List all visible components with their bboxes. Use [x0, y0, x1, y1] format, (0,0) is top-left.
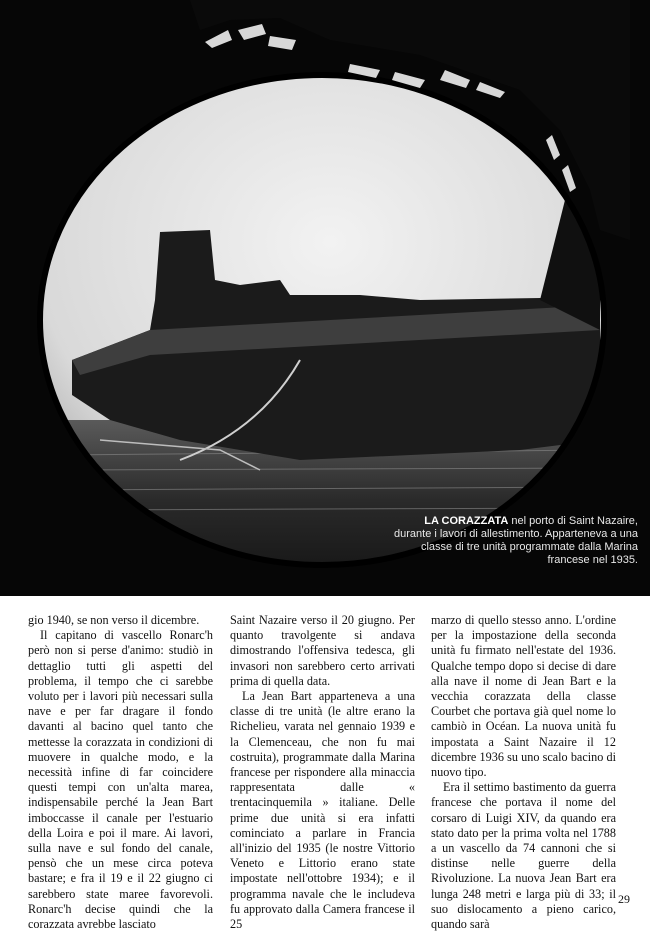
text-column-3: [431, 613, 616, 932]
paragraph: La Jean Bart apparteneva a una classe di tre unità (le altre erano la Richelieu, varata nel gennaio 1939 e la Clemenceau, che non fu mai costruita), programmate dalla Marina francese per rispondere alla minaccia rappresentata dalle « trentacinquemila » italiane. Delle prime due unità si era infatti cominciato a parlare in Francia all'inizio del 1935 (le nostre Vittorio Veneto e Littorio erano state impostate nell'ottobre 1934); e il programma navale che le includeva fu approvato dalla Camera francese il 25: [230, 689, 415, 932]
photo-caption: [388, 515, 638, 567]
paragraph: Saint Nazaire verso il 20 giugno. Per quanto travolgente si andava dimostrando l'offensiva tedesca, gli invasori non sarebbero certo arrivati prima di quella data.: [230, 613, 415, 688]
caption-text: nel porto di Saint Nazaire, durante i lavori di allestimento. Apparteneva a una classe di tre unità programmate dalla Marina francese nel 1935.: [394, 515, 638, 566]
paragraph: Il capitano di vascello Ronarc'h però non si perse d'animo: studiò in dettaglio tutti gli aspetti del problema, il tempo che ci sarebbe voluto per i lavori più necessari sulla nave e per far dragare il fondo davanti al bacino quel tanto che mettesse la corazzata in condizioni di muovere in qualche modo, e la necessità infine di far coincidere questi tempi con un'alta marea, indispensabile perché la Jean Bart imboccasse il canale per l'estuario della Loira e poi il mare. Ai lavori, sulla nave e sul fondo del canale, pensò che un mese circa poteva bastare; e fra il 19 e il 22 giugno ci sarebbero state maree favorevoli. Ronarc'h decise quindi che la corazzata avrebbe lasciato: [28, 628, 213, 932]
paragraph: Era il settimo bastimento da guerra francese che portava il nome del corsaro di Luigi XIV, da quando era stato dato per la prima volta nel 1788 a un vascello da 74 cannoni che si distinse nelle guerre della Rivoluzione. La nuova Jean Bart era lunga 248 metri e larga più di 33; il suo dislocamento a pieno carico, quando sarà: [431, 780, 616, 932]
paragraph: gio 1940, se non verso il dicembre.: [28, 613, 200, 627]
text-column-1: [28, 613, 213, 932]
paragraph: marzo di quello stesso anno. L'ordine per la impostazione della seconda unità fu firmato nell'estate del 1936. Qualche tempo dopo si decise di dare alla nave il nome di Jean Bart e la vecchia corazzata della classe Courbet che portava già quel nome lo cambiò in Océan. La nuova unità fu impostata a Saint Nazaire il 12 dicembre 1936 su uno scalo bacino di nuovo tipo.: [431, 613, 616, 780]
text-column-2: [230, 613, 415, 932]
caption-lead: LA CORAZZATA: [424, 515, 509, 527]
page-number: 29: [618, 892, 630, 906]
